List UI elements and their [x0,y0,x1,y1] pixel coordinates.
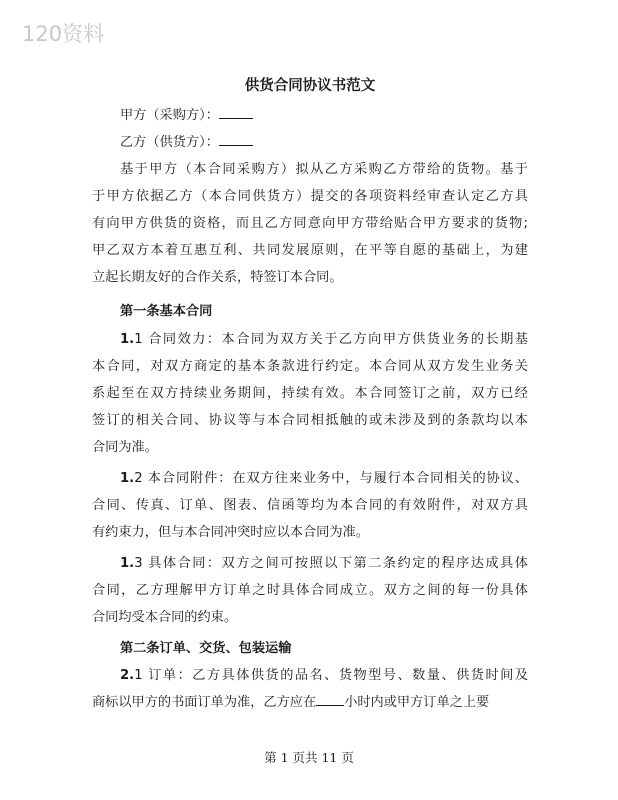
page-footer: 第 1 页共 11 页 [264,750,354,765]
clause-1-3-line: 合同均受本合同的约束。 [92,610,238,625]
clause-1-3-first [120,551,528,577]
clause-1-2-first [120,466,528,492]
clause-text-after-blank: 小时内或甲方订单之上要 [344,695,490,710]
clause-2-1-first [120,663,528,689]
party-b-blank [219,130,253,146]
party-a-line [120,103,253,129]
party-b-line [120,130,253,156]
clause-1-1-line: 合同为准。 [92,440,158,455]
clause-1-1-line: 签订的相关合同、协议等与本合同相抵触的或未涉及到的条款均以本 [92,413,528,428]
intro-line: 基于甲方（本合同采购方）拟从乙方采购乙方带给的货物。基于 [120,162,528,177]
clause-text: 1 订单：乙方具体供货的品名、货物型号、数量、供货时间及 [134,668,528,683]
clause-1-3-line: 合同，乙方理解甲方订单之时具体合同成立。双方之间的每一份具体 [92,583,528,598]
clause-2-1-line [92,690,489,716]
clause-text: 2 本合同附件：在双方往来业务中，与履行本合同相关的协议、 [134,471,528,486]
clause-1-2-line: 有约束力，但与本合同冲突时应以本合同为准。 [92,525,369,540]
party-a-blank [219,103,253,119]
clause-number: 1. [120,556,135,571]
document-title: 供货合同协议书范文 [244,78,376,94]
clause-1-1-line: 系起至在双方持续业务期间，持续有效。本合同签订之前，双方已经 [92,386,528,401]
section-1-title: 第一条基本合同 [120,304,213,319]
clause-text-before-blank: 商标以甲方的书面订单为准，乙方应在 [92,695,317,710]
clause-number: 2. [120,668,135,683]
clause-number: 1. [120,332,135,347]
clause-text: 3 具体合同：双方之间可按照以下第二条约定的程序达成具体 [134,556,528,571]
party-b-label: 乙方（供货方）： [120,135,219,150]
clause-1-2-line: 合同、传真、订单、图表、信函等均为本合同的有效附件，对双方具 [92,498,528,513]
watermark: 120资料 [22,22,105,46]
intro-line: 立起长期友好的合作关系，特签订本合同。 [92,270,343,285]
clause-1-1-line: 本合同，对双方商定的基本条款进行约定。本合同从双方发生业务关 [92,359,528,374]
section-2-title: 第二条订单、交货、包装运输 [120,641,292,656]
clause-number: 1. [120,471,135,486]
intro-line: 有向甲方供货的资格，而且乙方同意向甲方带给贴合甲方要求的货物; [92,216,528,231]
hours-blank [316,690,344,706]
intro-line: 于甲方依据乙方（本合同供货方）提交的各项资料经审查认定乙方具 [92,189,528,204]
party-a-label: 甲方（采购方）： [120,108,219,123]
clause-text: 1 合同效力：本合同为双方关于乙方向甲方供货业务的长期基 [134,332,528,347]
intro-line: 甲乙双方本着互惠互利、共同发展原则，在平等自愿的基础上，为建 [92,243,528,258]
clause-1-1-first [120,327,528,353]
